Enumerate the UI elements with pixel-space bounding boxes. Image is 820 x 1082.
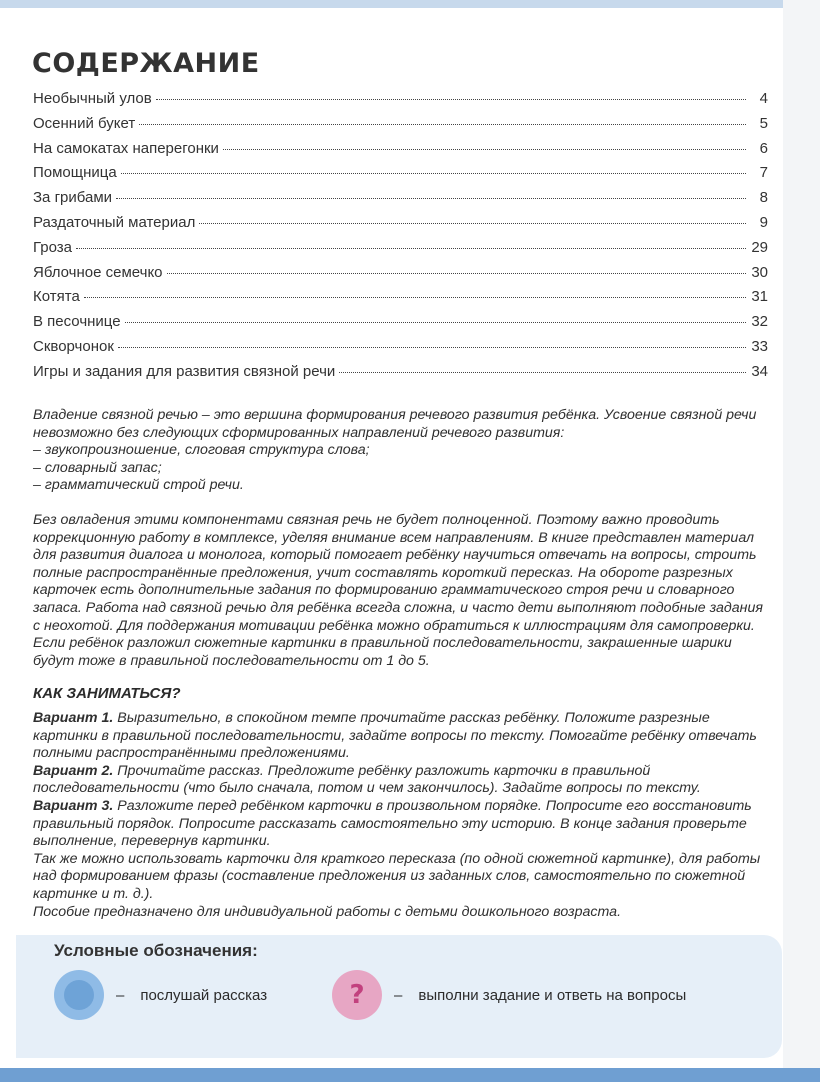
toc-leader-dots xyxy=(167,273,746,274)
toc-leader-dots xyxy=(156,99,746,100)
toc-entry-page: 8 xyxy=(759,189,768,207)
toc-leader-dots xyxy=(84,297,746,298)
body-paragraph: Без овладения этими компонентами связная речь не будет полноценной. Поэтому важно проводить коррекционную работу в комплексе, уделяя внимание всем направлениям. В книге представлен материал для развития диалога и монолога, который помогает ребёнку научиться отвечать на вопросы, строить полные распространённые предложения, учит составлять короткий пересказ. На обороте разрезных карточек есть дополнительные задания по формированию грамматического строя речи и словарного запаса. Работа над связной речью для ребёнка всегда сложна, и часто дети выполняют подобные задания с неохотой. Для поддержания мотивации ребёнка можно обратиться к иллюстрациям для самопроверки. Если ребёнок разложил сюжетные картинки в правильной последовательности, закрашенные шарики будут тоже в правильной последовательности от 1 до 5. xyxy=(33,512,763,669)
toc-leader-dots xyxy=(199,223,746,224)
variant-label: Вариант 3. xyxy=(33,797,114,814)
toc-entry xyxy=(33,140,768,165)
legend-item-question xyxy=(332,970,686,1020)
intro-list-item: – словарный запас; xyxy=(33,459,162,476)
toc-entry xyxy=(33,189,768,214)
toc-leader-dots xyxy=(125,322,746,323)
top-band xyxy=(0,0,820,8)
toc-entry-title: Помощница xyxy=(33,164,117,182)
question-icon: ? xyxy=(332,970,382,1020)
toc-entry-title: Гроза xyxy=(33,238,73,256)
toc-entry-page: 4 xyxy=(759,90,768,107)
toc-entry-title: В песочнице xyxy=(33,313,121,331)
toc-entry xyxy=(33,239,768,264)
legend-item-text: выполни задание и ответь на вопросы xyxy=(418,986,687,1004)
variant-text: Разложите перед ребёнком карточки в произвольном порядке. Попросите его восстановить правильный порядок. Попросите рассказать самостоятельно эту историю. В конце задания проверьте выполнение, перевернув картинки. xyxy=(33,797,752,850)
legend-panel xyxy=(16,935,782,1058)
variant-paragraph xyxy=(33,798,773,851)
legend-dash: – xyxy=(116,986,125,1004)
toc-entry-page: 29 xyxy=(751,238,768,256)
intro-list-item: – грамматический строй речи. xyxy=(33,477,244,494)
toc-entry-title: Осенний букет xyxy=(33,114,136,132)
legend-dash: – xyxy=(394,986,403,1004)
toc-entry-page: 31 xyxy=(751,288,768,306)
toc-entry xyxy=(33,214,768,239)
toc-entry-page: 9 xyxy=(759,213,768,231)
toc-entry xyxy=(33,338,768,363)
toc-leader-dots xyxy=(139,124,746,125)
toc-entry-page: 34 xyxy=(751,362,768,380)
howto-closing: Пособие предназначено для индивидуальной работы с детьми дошкольного возраста. xyxy=(33,903,622,920)
toc-entry-title: Скворчонок xyxy=(33,337,114,355)
legend-item-listen xyxy=(54,970,267,1020)
toc-entry xyxy=(33,115,768,140)
variant-paragraph xyxy=(33,763,773,798)
listen-icon-inner xyxy=(64,980,94,1010)
toc-entry-title: Яблочное семечко xyxy=(33,263,163,281)
toc-entry xyxy=(33,90,768,115)
toc-entry-title: Необычный улов xyxy=(33,90,152,107)
page-title: СОДЕРЖАНИЕ xyxy=(32,48,260,79)
listen-icon xyxy=(54,970,104,1020)
toc-leader-dots xyxy=(223,149,746,150)
toc-leader-dots xyxy=(118,347,746,348)
page-edge xyxy=(783,0,820,1082)
toc-entry-page: 32 xyxy=(751,313,768,331)
howto-heading: КАК ЗАНИМАТЬСЯ? xyxy=(33,685,181,702)
intro-lead: Владение связной речью – это вершина формирования речевого развития ребёнка. Усвоение связной речи невозможно без следующих сформированных направлений речевого развития: xyxy=(33,407,757,441)
variant-text: Выразительно, в спокойном темпе прочитайте рассказ ребёнку. Положите разрезные картинки в правильной последовательности, задайте вопросы по тексту. Помогайте ребёнку отвечать полными распространёнными предложениями. xyxy=(33,710,757,762)
toc-entry xyxy=(33,363,768,388)
toc-leader-dots xyxy=(121,173,746,174)
intro-block xyxy=(33,407,773,495)
toc-entry xyxy=(33,264,768,289)
legend-item-text: послушай рассказ xyxy=(140,986,268,1004)
table-of-contents xyxy=(33,90,768,388)
toc-entry xyxy=(33,288,768,313)
toc-entry-page: 33 xyxy=(751,337,768,355)
toc-entry-page: 6 xyxy=(759,139,768,157)
variant-label: Вариант 1. xyxy=(33,710,114,726)
howto-block xyxy=(33,710,773,921)
toc-entry xyxy=(33,313,768,338)
toc-entry-title: На самокатах наперегонки xyxy=(33,139,219,157)
toc-entry-title: Котята xyxy=(33,288,80,306)
variant-label: Вариант 2. xyxy=(33,762,114,779)
toc-leader-dots xyxy=(116,198,746,199)
toc-entry-title: Игры и задания для развития связной речи xyxy=(33,362,336,380)
toc-leader-dots xyxy=(76,248,746,249)
toc-entry-title: Раздаточный материал xyxy=(33,213,196,231)
variant-paragraph xyxy=(33,710,773,763)
howto-extra: Так же можно использовать карточки для краткого пересказа (по одной сюжетной картинке), для работы над формированием фразы (составление предложения из заданных слов, самостоятельно по сюжетной картинке и т. д.). xyxy=(33,850,761,902)
intro-list-item: – звукопроизношение, слоговая структура слова; xyxy=(33,442,370,459)
toc-leader-dots xyxy=(339,372,746,373)
toc-entry-page: 7 xyxy=(759,164,768,182)
toc-entry-title: За грибами xyxy=(33,189,113,207)
bottom-band xyxy=(0,1068,820,1082)
variant-text: Прочитайте рассказ. Предложите ребёнку разложить карточки в правильной последовательности (что было сначала, потом и чем закончилось). Задайте вопросы по тексту. xyxy=(33,762,701,797)
legend-title: Условные обозначения: xyxy=(54,941,258,960)
body-paragraph-block xyxy=(33,512,773,670)
toc-entry-page: 30 xyxy=(751,263,768,281)
toc-entry-page: 5 xyxy=(759,114,768,132)
toc-entry xyxy=(33,164,768,189)
